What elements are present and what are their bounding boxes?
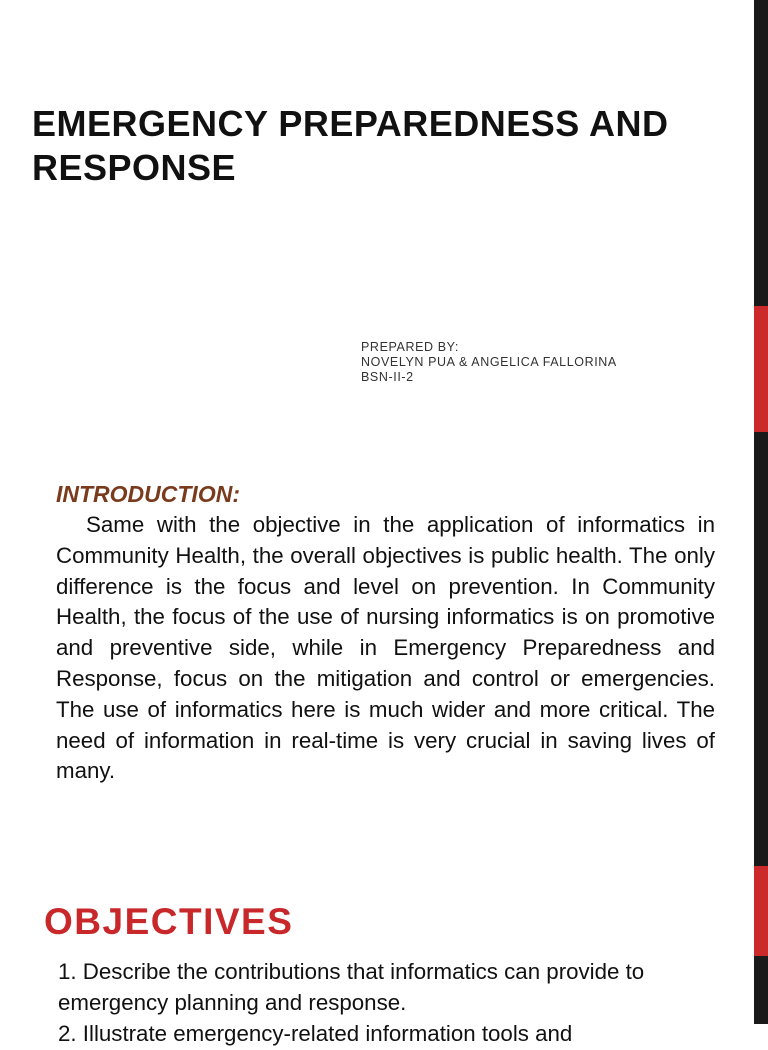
introduction-body: Same with the objective in the application of informatics in Community Health, the overall objectives is public health. The only difference is the focus and level on prevention. In Community Health, the focus of the use of nursing informatics is on promotive and preventive side, while in Emergency Preparedness and Response, focus on the mitigation and control or emergencies. The use of informatics here is much wider and more critical. The need of information in real-time is very crucial in saving lives of many. xyxy=(56,512,715,784)
prepared-by-block xyxy=(361,340,617,385)
objective-item: 1. Describe the contributions that informatics can provide to emergency planning and response. xyxy=(58,959,645,1015)
objectives-heading: OBJECTIVES xyxy=(44,901,294,942)
slide-edge-accent xyxy=(754,306,768,432)
section: BSN-II-2 xyxy=(361,370,414,384)
slide-edge-accent xyxy=(754,866,768,956)
slide-title: EMERGENCY PREPAREDNESS AND RESPONSE xyxy=(32,103,669,188)
authors: NOVELYN PUA & ANGELICA FALLORINA xyxy=(361,355,617,369)
prepared-by-label: PREPARED BY: xyxy=(361,340,459,354)
objective-item: 2. Illustrate emergency-related information tools and xyxy=(58,1021,573,1046)
introduction-heading: INTRODUCTION: xyxy=(56,481,240,507)
